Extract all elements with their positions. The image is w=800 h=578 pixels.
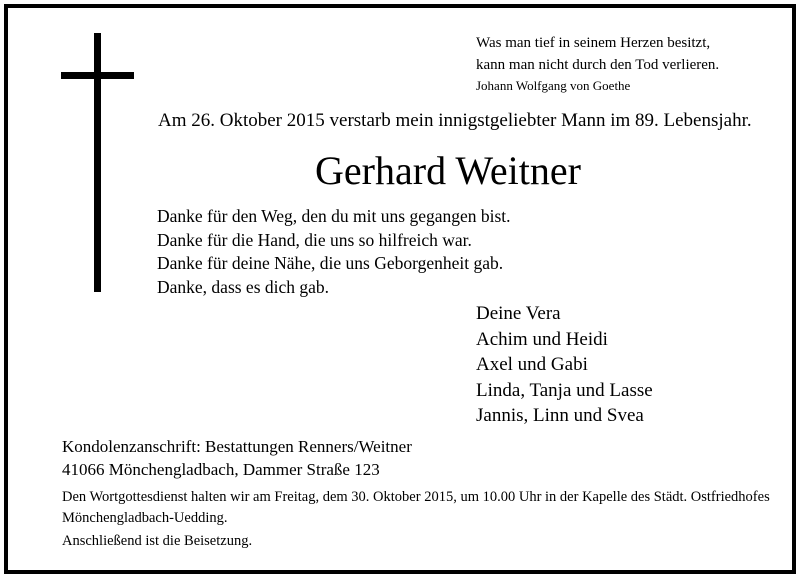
service-notice	[62, 487, 782, 529]
mourner-name: Jannis, Linn und Svea	[476, 405, 644, 426]
condolence-address	[62, 435, 412, 481]
burial-notice: Anschließend ist die Beisetzung.	[62, 533, 253, 549]
quote-line: Was man tief in seinem Herzen besitzt,	[476, 35, 711, 51]
thanks-line: Danke für den Weg, den du mit uns gegangen bist.	[157, 206, 511, 226]
quote-author: Johann Wolfgang von Goethe	[476, 78, 631, 93]
cross-icon-crossbar	[61, 72, 134, 79]
quote-line: kann man nicht durch den Tod verlieren.	[476, 57, 720, 73]
mourner-name: Axel und Gabi	[476, 354, 588, 375]
thanks-line: Danke, dass es dich gab.	[157, 276, 330, 297]
thanks-line: Danke für deine Nähe, die uns Geborgenheit gab.	[157, 253, 504, 273]
service-text: Den Wortgottesdienst halten wir am Freitag, dem 30. Oktober 2015, um 10.00 Uhr in der Kapelle des Städt. Ostfriedhofes Mönchengladbach-Uedding.	[62, 489, 770, 526]
deceased-name: Gerhard Weitner	[315, 148, 581, 193]
condolence-line: 41066 Mönchengladbach, Dammer Straße 123	[62, 460, 380, 479]
mourner-name: Achim und Heidi	[476, 328, 608, 350]
mourners-list	[476, 301, 653, 429]
condolence-line: Kondolenzanschrift: Bestattungen Renners/Weitner	[62, 437, 412, 456]
mourner-name: Linda, Tanja und Lasse	[476, 379, 653, 401]
death-announcement: Am 26. Oktober 2015 verstarb mein innigstgeliebter Mann im 89. Lebensjahr.	[158, 110, 752, 131]
goethe-quote	[476, 32, 776, 96]
thanks-verse	[157, 205, 511, 299]
thanks-line: Danke für die Hand, die uns so hilfreich war.	[157, 229, 472, 250]
mourner-name: Deine Vera	[476, 303, 561, 324]
